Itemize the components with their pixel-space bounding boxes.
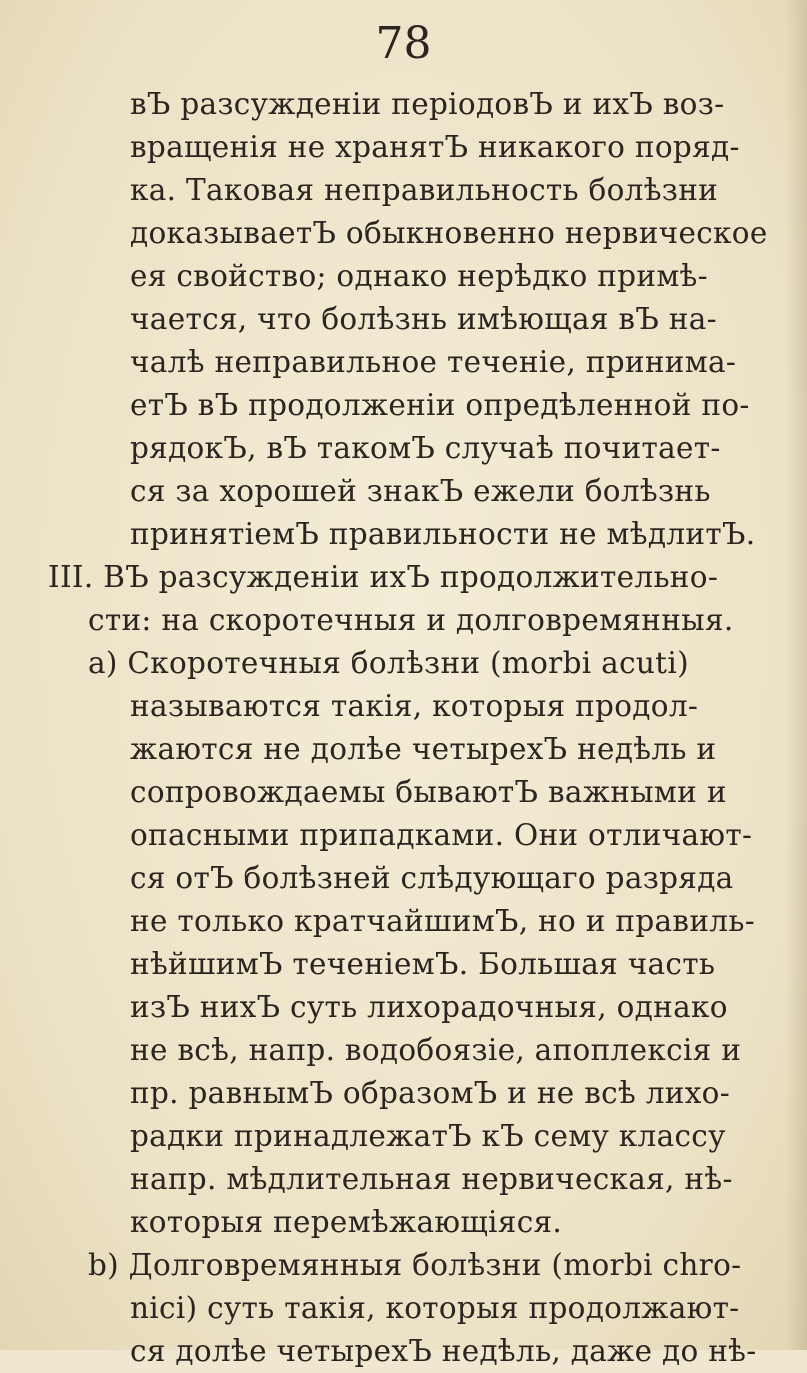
text-line: ея свойство; однако нерѣдко примѣ- (130, 259, 708, 293)
text-line: не всѣ, напр. водобоязіе, апоплексія и (130, 1033, 742, 1067)
text-line: доказываетЪ обыкновенно нервическое (130, 216, 768, 250)
text-line: вращенія не хранятЪ никакого поряд- (130, 130, 740, 164)
text-line: пр. равнымЪ образомЪ и не всѣ лихо- (130, 1076, 730, 1110)
text-line: называются такія, которыя продол- (130, 689, 699, 723)
text-line: опасными припадками. Они отличают- (130, 818, 753, 852)
text-line: напр. мѣдлительная нервическая, нѣ- (130, 1162, 733, 1196)
text-line: принятіемЪ правильности не мѣдлитЪ. (130, 517, 756, 551)
subsection-b-line: b) Долговремянныя болѣзни (morbi chro- (88, 1248, 742, 1282)
text-line: чается, что болѣзнь имѣющая вЪ на- (130, 302, 717, 336)
page-number: 78 (375, 18, 432, 69)
subsection-a-line: a) Скоротечныя болѣзни (morbi acuti) (88, 646, 689, 680)
text-line: радки принадлежатЪ кЪ сему классу (130, 1119, 726, 1153)
text-line: ся долѣе четырехЪ недѣль, даже до нѣ- (130, 1334, 757, 1368)
section-heading-line: III. ВЪ разсужденіи ихЪ продолжительно- (48, 560, 719, 594)
text-line: рядокЪ, вЪ такомЪ случаѣ почитает- (130, 431, 721, 465)
text-line: ся отЪ болѣзней слѣдующаго разряда (130, 861, 734, 895)
text-line: чалѣ неправильное теченіе, принима- (130, 345, 737, 379)
text-line: вЪ разсужденіи періодовЪ и ихЪ воз- (130, 87, 725, 121)
text-line: которыя перемѣжающіяся. (130, 1205, 563, 1239)
text-line: не только кратчайшимЪ, но и правиль- (130, 904, 755, 938)
text-line: сти: на скоротечныя и долговремянныя. (88, 603, 734, 637)
text-line: сопровождаемы бываютЪ важными и (130, 775, 727, 809)
text-line: изЪ нихЪ суть лихорадочныя, однако (130, 990, 728, 1024)
text-line: ся за хорошей знакЪ ежели болѣзнь (130, 474, 711, 508)
text-line: етЪ вЪ продолженіи опредѣленной по- (130, 388, 750, 422)
page-edge-shadow (785, 0, 807, 1350)
text-line: жаются не долѣе четырехЪ недѣль и (130, 732, 717, 766)
text-line: нѣйшимЪ теченіемЪ. Большая часть (130, 947, 716, 981)
text-line: nici) суть такія, которыя продолжают- (130, 1291, 740, 1325)
text-line: ка. Таковая неправильность болѣзни (130, 173, 719, 207)
